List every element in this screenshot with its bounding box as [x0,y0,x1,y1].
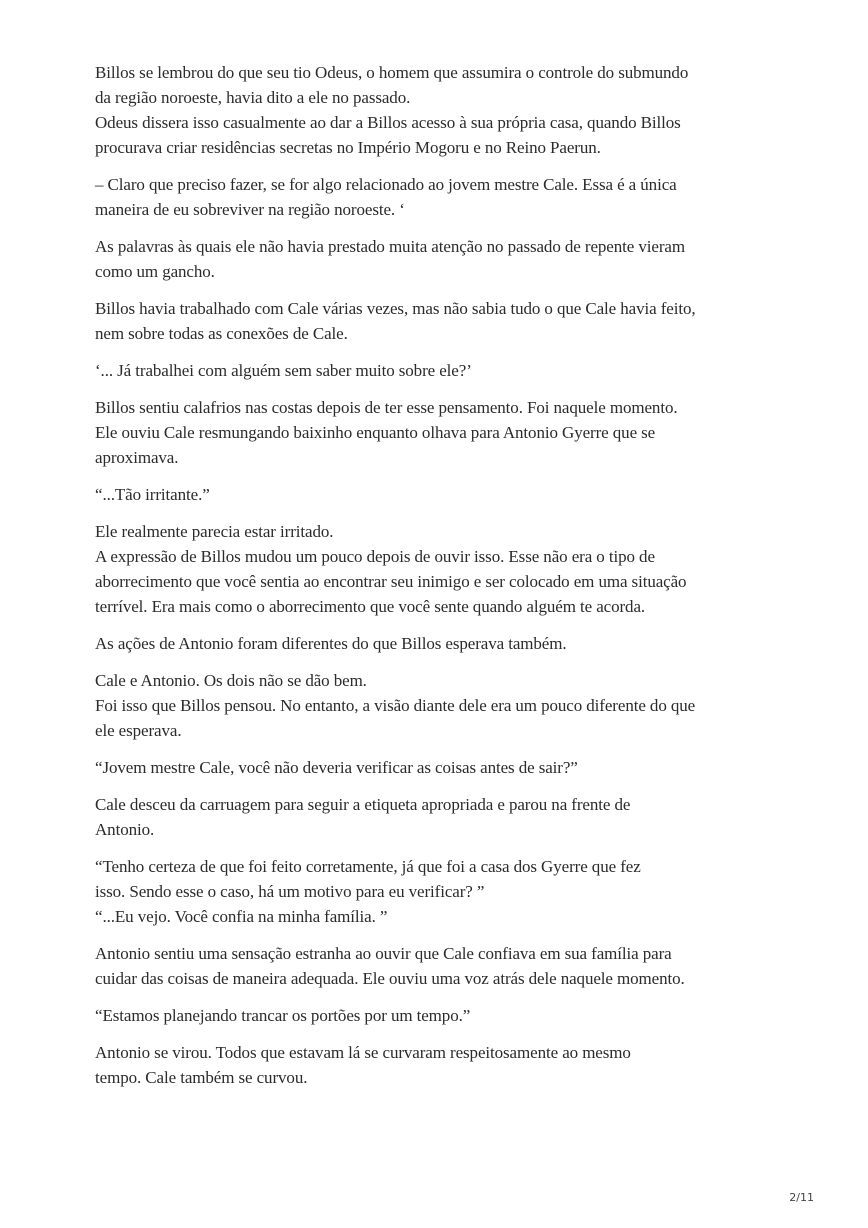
text-line: Ele realmente parecia estar irritado. [95,522,334,541]
text-line: Billos havia trabalhado com Cale várias vezes, mas não sabia tudo o que Cale havia feito, [95,299,696,318]
body-text [95,60,795,1102]
text-line: “Estamos planejando trancar os portões por um tempo.” [95,1006,471,1025]
text-line: aborrecimento que você sentia ao encontrar seu inimigo e ser colocado em uma situação [95,572,687,591]
paragraph [95,60,795,160]
text-line: As palavras às quais ele não havia prestado muita atenção no passado de repente vieram [95,237,685,256]
text-line: “Jovem mestre Cale, você não deveria verificar as coisas antes de sair?” [95,758,578,777]
text-line: ‘... Já trabalhei com alguém sem saber muito sobre ele?’ [95,361,472,380]
text-line: Ele ouviu Cale resmungando baixinho enquanto olhava para Antonio Gyerre que se [95,423,656,442]
paragraph [95,854,795,929]
text-line: Cale e Antonio. Os dois não se dão bem. [95,671,367,690]
text-line: “...Eu vejo. Você confia na minha família. ” [95,907,388,926]
text-line: – Claro que preciso fazer, se for algo relacionado ao jovem mestre Cale. Essa é a única [95,175,677,194]
paragraph [95,519,795,619]
text-line: Odeus dissera isso casualmente ao dar a Billos acesso à sua própria casa, quando Billos [95,113,681,132]
text-line: como um gancho. [95,262,215,281]
text-line: nem sobre todas as conexões de Cale. [95,324,348,343]
paragraph [95,395,795,470]
paragraph [95,668,795,743]
paragraph [95,358,795,383]
text-line: “Tenho certeza de que foi feito corretamente, já que foi a casa dos Gyerre que fez [95,857,641,876]
text-line: Antonio. [95,820,155,839]
text-line: “...Tão irritante.” [95,485,210,504]
paragraph [95,296,795,346]
text-line: tempo. Cale também se curvou. [95,1068,308,1087]
text-line: Cale desceu da carruagem para seguir a etiqueta apropriada e parou na frente de [95,795,631,814]
text-line: Billos sentiu calafrios nas costas depois de ter esse pensamento. Foi naquele momento. [95,398,678,417]
page-number: 2/11 [789,1191,814,1204]
text-line: As ações de Antonio foram diferentes do que Billos esperava também. [95,634,567,653]
text-line: isso. Sendo esse o caso, há um motivo para eu verificar? ” [95,882,485,901]
paragraph [95,792,795,842]
text-line: terrível. Era mais como o aborrecimento que você sente quando alguém te acorda. [95,597,646,616]
paragraph [95,234,795,284]
paragraph [95,482,795,507]
text-line: ele esperava. [95,721,182,740]
text-line: da região noroeste, havia dito a ele no passado. [95,88,411,107]
text-line: cuidar das coisas de maneira adequada. Ele ouviu uma voz atrás dele naquele momento. [95,969,685,988]
text-line: maneira de eu sobreviver na região noroeste. ‘ [95,200,405,219]
text-line: procurava criar residências secretas no Império Mogoru e no Reino Paerun. [95,138,601,157]
paragraph [95,172,795,222]
paragraph [95,631,795,656]
paragraph [95,1040,795,1090]
paragraph [95,755,795,780]
text-line: aproximava. [95,448,179,467]
text-line: Antonio sentiu uma sensação estranha ao ouvir que Cale confiava em sua família para [95,944,672,963]
paragraph [95,941,795,991]
text-line: A expressão de Billos mudou um pouco depois de ouvir isso. Esse não era o tipo de [95,547,655,566]
paragraph [95,1003,795,1028]
text-line: Billos se lembrou do que seu tio Odeus, o homem que assumira o controle do submundo [95,63,689,82]
text-line: Antonio se virou. Todos que estavam lá se curvaram respeitosamente ao mesmo [95,1043,631,1062]
text-line: Foi isso que Billos pensou. No entanto, a visão diante dele era um pouco diferente do que [95,696,696,715]
